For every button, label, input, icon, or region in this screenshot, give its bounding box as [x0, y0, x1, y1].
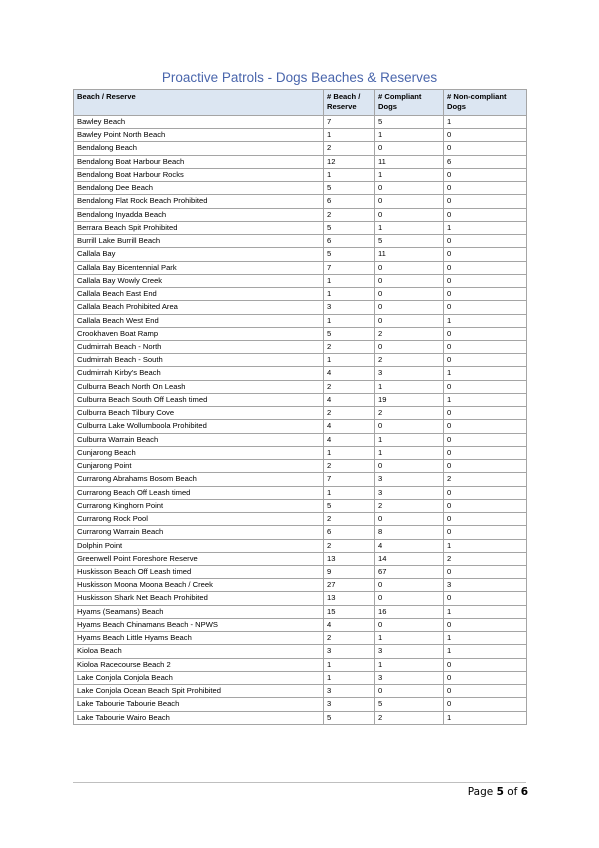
- cell-beach-reserve: Cunjarong Point: [74, 460, 324, 473]
- cell-compliant-dogs: 0: [375, 261, 444, 274]
- cell-beach-count: 1: [324, 129, 375, 142]
- cell-compliant-dogs: 0: [375, 592, 444, 605]
- cell-non-compliant-dogs: 0: [444, 460, 527, 473]
- cell-beach-reserve: Huskisson Beach Off Leash timed: [74, 565, 324, 578]
- cell-compliant-dogs: 0: [375, 618, 444, 631]
- cell-compliant-dogs: 11: [375, 155, 444, 168]
- cell-beach-count: 1: [324, 354, 375, 367]
- cell-beach-reserve: Kioloa Racecourse Beach 2: [74, 658, 324, 671]
- cell-non-compliant-dogs: 2: [444, 473, 527, 486]
- cell-non-compliant-dogs: 1: [444, 645, 527, 658]
- table-row: [74, 221, 527, 234]
- cell-compliant-dogs: 2: [375, 499, 444, 512]
- header-beach-reserve: Beach / Reserve: [74, 90, 324, 116]
- cell-beach-reserve: Lake Conjola Conjola Beach: [74, 671, 324, 684]
- cell-beach-count: 7: [324, 261, 375, 274]
- table-row: [74, 168, 527, 181]
- table-row: [74, 460, 527, 473]
- cell-compliant-dogs: 0: [375, 274, 444, 287]
- cell-beach-count: 4: [324, 367, 375, 380]
- cell-beach-reserve: Bendalong Flat Rock Beach Prohibited: [74, 195, 324, 208]
- table-row: [74, 632, 527, 645]
- table-row: [74, 671, 527, 684]
- table-row: [74, 698, 527, 711]
- cell-beach-count: 2: [324, 340, 375, 353]
- cell-non-compliant-dogs: 2: [444, 552, 527, 565]
- cell-compliant-dogs: 3: [375, 473, 444, 486]
- cell-compliant-dogs: 1: [375, 380, 444, 393]
- cell-beach-reserve: Bawley Beach: [74, 116, 324, 129]
- cell-beach-count: 1: [324, 168, 375, 181]
- cell-compliant-dogs: 1: [375, 168, 444, 181]
- cell-non-compliant-dogs: 0: [444, 420, 527, 433]
- cell-non-compliant-dogs: 1: [444, 367, 527, 380]
- table-row: [74, 261, 527, 274]
- cell-non-compliant-dogs: 0: [444, 446, 527, 459]
- cell-compliant-dogs: 5: [375, 698, 444, 711]
- cell-non-compliant-dogs: 1: [444, 314, 527, 327]
- cell-beach-reserve: Callala Beach West End: [74, 314, 324, 327]
- cell-beach-reserve: Bawley Point North Beach: [74, 129, 324, 142]
- cell-non-compliant-dogs: 0: [444, 618, 527, 631]
- cell-compliant-dogs: 0: [375, 208, 444, 221]
- cell-beach-reserve: Huskisson Shark Net Beach Prohibited: [74, 592, 324, 605]
- cell-compliant-dogs: 3: [375, 671, 444, 684]
- table-row: [74, 407, 527, 420]
- cell-compliant-dogs: 1: [375, 433, 444, 446]
- cell-non-compliant-dogs: 1: [444, 539, 527, 552]
- cell-beach-reserve: Culburra Beach South Off Leash timed: [74, 393, 324, 406]
- table-row: [74, 367, 527, 380]
- cell-beach-count: 1: [324, 671, 375, 684]
- cell-beach-reserve: Currarong Rock Pool: [74, 513, 324, 526]
- table-row: [74, 446, 527, 459]
- page-title: Proactive Patrols - Dogs Beaches & Reserves: [161, 70, 438, 85]
- cell-compliant-dogs: 0: [375, 301, 444, 314]
- cell-beach-count: 13: [324, 552, 375, 565]
- cell-compliant-dogs: 8: [375, 526, 444, 539]
- table-row: [74, 354, 527, 367]
- table-row: [74, 393, 527, 406]
- cell-beach-reserve: Bendalong Boat Harbour Beach: [74, 155, 324, 168]
- table-row: [74, 685, 527, 698]
- table-row: [74, 513, 527, 526]
- cell-non-compliant-dogs: 0: [444, 380, 527, 393]
- table-row: [74, 380, 527, 393]
- cell-beach-reserve: Hyams Beach Little Hyams Beach: [74, 632, 324, 645]
- cell-beach-reserve: Bendalong Beach: [74, 142, 324, 155]
- table-row: [74, 142, 527, 155]
- table-row: [74, 486, 527, 499]
- cell-compliant-dogs: 0: [375, 182, 444, 195]
- cell-beach-count: 5: [324, 248, 375, 261]
- cell-beach-count: 5: [324, 711, 375, 724]
- cell-non-compliant-dogs: 0: [444, 698, 527, 711]
- cell-compliant-dogs: 0: [375, 420, 444, 433]
- table-row: [74, 274, 527, 287]
- cell-non-compliant-dogs: 0: [444, 592, 527, 605]
- table-row: [74, 208, 527, 221]
- cell-non-compliant-dogs: 0: [444, 182, 527, 195]
- table-row: [74, 182, 527, 195]
- cell-beach-count: 27: [324, 579, 375, 592]
- cell-non-compliant-dogs: 0: [444, 274, 527, 287]
- cell-compliant-dogs: 19: [375, 393, 444, 406]
- page-current: 5: [496, 786, 504, 798]
- footer-divider: [73, 782, 526, 783]
- cell-compliant-dogs: 3: [375, 367, 444, 380]
- cell-beach-count: 4: [324, 618, 375, 631]
- cell-beach-reserve: Culburra Beach Tilbury Cove: [74, 407, 324, 420]
- cell-beach-reserve: Berrara Beach Spit Prohibited: [74, 221, 324, 234]
- cell-beach-reserve: Callala Beach East End: [74, 288, 324, 301]
- cell-beach-reserve: Cudmirrah Kirby's Beach: [74, 367, 324, 380]
- cell-beach-count: 3: [324, 301, 375, 314]
- table-row: [74, 195, 527, 208]
- cell-compliant-dogs: 1: [375, 632, 444, 645]
- cell-beach-count: 13: [324, 592, 375, 605]
- cell-compliant-dogs: 0: [375, 288, 444, 301]
- cell-beach-count: 12: [324, 155, 375, 168]
- cell-compliant-dogs: 0: [375, 142, 444, 155]
- cell-non-compliant-dogs: 1: [444, 605, 527, 618]
- cell-non-compliant-dogs: 0: [444, 129, 527, 142]
- cell-compliant-dogs: 0: [375, 579, 444, 592]
- cell-beach-reserve: Kioloa Beach: [74, 645, 324, 658]
- cell-beach-count: 7: [324, 116, 375, 129]
- cell-beach-count: 4: [324, 420, 375, 433]
- cell-beach-reserve: Hyams Beach Chinamans Beach - NPWS: [74, 618, 324, 631]
- table-row: [74, 327, 527, 340]
- cell-compliant-dogs: 5: [375, 116, 444, 129]
- cell-non-compliant-dogs: 0: [444, 486, 527, 499]
- table-row: [74, 420, 527, 433]
- cell-compliant-dogs: 2: [375, 711, 444, 724]
- cell-beach-count: 2: [324, 208, 375, 221]
- cell-non-compliant-dogs: 0: [444, 248, 527, 261]
- cell-compliant-dogs: 1: [375, 446, 444, 459]
- table-row: [74, 473, 527, 486]
- cell-beach-reserve: Lake Tabourie Wairo Beach: [74, 711, 324, 724]
- cell-beach-count: 2: [324, 380, 375, 393]
- cell-beach-reserve: Cudmirrah Beach - North: [74, 340, 324, 353]
- cell-beach-count: 2: [324, 632, 375, 645]
- cell-compliant-dogs: 14: [375, 552, 444, 565]
- cell-non-compliant-dogs: 1: [444, 116, 527, 129]
- cell-beach-reserve: Hyams (Seamans) Beach: [74, 605, 324, 618]
- cell-beach-count: 3: [324, 698, 375, 711]
- table-row: [74, 539, 527, 552]
- table-row: [74, 235, 527, 248]
- cell-beach-reserve: Crookhaven Boat Ramp: [74, 327, 324, 340]
- cell-compliant-dogs: 2: [375, 327, 444, 340]
- cell-compliant-dogs: 0: [375, 685, 444, 698]
- cell-beach-count: 2: [324, 539, 375, 552]
- cell-beach-reserve: Greenwell Point Foreshore Reserve: [74, 552, 324, 565]
- cell-compliant-dogs: 3: [375, 486, 444, 499]
- cell-beach-reserve: Bendalong Dee Beach: [74, 182, 324, 195]
- table-row: [74, 433, 527, 446]
- cell-beach-reserve: Callala Bay: [74, 248, 324, 261]
- table-row: [74, 565, 527, 578]
- cell-compliant-dogs: 16: [375, 605, 444, 618]
- cell-beach-count: 1: [324, 274, 375, 287]
- cell-non-compliant-dogs: 0: [444, 513, 527, 526]
- cell-compliant-dogs: 0: [375, 513, 444, 526]
- cell-non-compliant-dogs: 0: [444, 526, 527, 539]
- cell-non-compliant-dogs: 0: [444, 235, 527, 248]
- cell-compliant-dogs: 67: [375, 565, 444, 578]
- cell-beach-count: 5: [324, 221, 375, 234]
- cell-compliant-dogs: 1: [375, 658, 444, 671]
- cell-beach-reserve: Burrill Lake Burrill Beach: [74, 235, 324, 248]
- cell-beach-reserve: Currarong Kinghorn Point: [74, 499, 324, 512]
- cell-non-compliant-dogs: 1: [444, 393, 527, 406]
- cell-non-compliant-dogs: 0: [444, 168, 527, 181]
- cell-non-compliant-dogs: 0: [444, 327, 527, 340]
- table-row: [74, 711, 527, 724]
- cell-non-compliant-dogs: 0: [444, 301, 527, 314]
- cell-compliant-dogs: 0: [375, 340, 444, 353]
- cell-compliant-dogs: 1: [375, 221, 444, 234]
- table-row: [74, 658, 527, 671]
- cell-beach-count: 2: [324, 142, 375, 155]
- cell-beach-count: 15: [324, 605, 375, 618]
- table-row: [74, 340, 527, 353]
- header-beach-count: # Beach / Reserve: [324, 90, 375, 116]
- cell-beach-reserve: Culburra Beach North On Leash: [74, 380, 324, 393]
- cell-non-compliant-dogs: 0: [444, 340, 527, 353]
- cell-beach-reserve: Currarong Warrain Beach: [74, 526, 324, 539]
- cell-non-compliant-dogs: 0: [444, 195, 527, 208]
- cell-beach-reserve: Culburra Warrain Beach: [74, 433, 324, 446]
- cell-beach-reserve: Dolphin Point: [74, 539, 324, 552]
- cell-beach-count: 7: [324, 473, 375, 486]
- table-row: [74, 526, 527, 539]
- cell-non-compliant-dogs: 0: [444, 685, 527, 698]
- table-row: [74, 499, 527, 512]
- cell-beach-count: 1: [324, 658, 375, 671]
- table-row: [74, 301, 527, 314]
- cell-beach-count: 5: [324, 499, 375, 512]
- cell-compliant-dogs: 4: [375, 539, 444, 552]
- cell-beach-count: 9: [324, 565, 375, 578]
- cell-non-compliant-dogs: 0: [444, 407, 527, 420]
- cell-beach-reserve: Cunjarong Beach: [74, 446, 324, 459]
- cell-beach-reserve: Cudmirrah Beach - South: [74, 354, 324, 367]
- table-row: [74, 592, 527, 605]
- cell-non-compliant-dogs: 0: [444, 354, 527, 367]
- table-row: [74, 288, 527, 301]
- cell-non-compliant-dogs: 0: [444, 261, 527, 274]
- cell-beach-count: 1: [324, 314, 375, 327]
- cell-beach-reserve: Bendalong Inyadda Beach: [74, 208, 324, 221]
- cell-beach-reserve: Lake Conjola Ocean Beach Spit Prohibited: [74, 685, 324, 698]
- cell-beach-reserve: Bendalong Boat Harbour Rocks: [74, 168, 324, 181]
- cell-compliant-dogs: 0: [375, 460, 444, 473]
- cell-non-compliant-dogs: 0: [444, 658, 527, 671]
- cell-non-compliant-dogs: 3: [444, 579, 527, 592]
- cell-beach-count: 4: [324, 393, 375, 406]
- cell-beach-reserve: Currarong Beach Off Leash timed: [74, 486, 324, 499]
- cell-non-compliant-dogs: 1: [444, 221, 527, 234]
- cell-non-compliant-dogs: 0: [444, 433, 527, 446]
- table-body: [74, 116, 527, 725]
- cell-compliant-dogs: 1: [375, 129, 444, 142]
- cell-compliant-dogs: 11: [375, 248, 444, 261]
- header-compliant-dogs: # Compliant Dogs: [375, 90, 444, 116]
- cell-non-compliant-dogs: 0: [444, 499, 527, 512]
- table-row: [74, 155, 527, 168]
- cell-beach-count: 3: [324, 645, 375, 658]
- cell-beach-reserve: Currarong Abrahams Bosom Beach: [74, 473, 324, 486]
- table-row: [74, 645, 527, 658]
- table-row: [74, 605, 527, 618]
- cell-beach-count: 2: [324, 407, 375, 420]
- cell-beach-count: 5: [324, 182, 375, 195]
- header-non-compliant-dogs: # Non-compliant Dogs: [444, 90, 527, 116]
- cell-beach-reserve: Culburra Lake Wollumboola Prohibited: [74, 420, 324, 433]
- table-row: [74, 129, 527, 142]
- cell-compliant-dogs: 0: [375, 195, 444, 208]
- cell-compliant-dogs: 0: [375, 314, 444, 327]
- cell-beach-count: 1: [324, 288, 375, 301]
- cell-non-compliant-dogs: 1: [444, 711, 527, 724]
- table-row: [74, 579, 527, 592]
- cell-beach-count: 1: [324, 446, 375, 459]
- cell-beach-count: 5: [324, 327, 375, 340]
- page-number: [468, 786, 528, 798]
- cell-beach-reserve: Huskisson Moona Moona Beach / Creek: [74, 579, 324, 592]
- cell-non-compliant-dogs: 0: [444, 142, 527, 155]
- cell-beach-count: 2: [324, 460, 375, 473]
- cell-non-compliant-dogs: 0: [444, 565, 527, 578]
- cell-beach-count: 6: [324, 526, 375, 539]
- cell-non-compliant-dogs: 0: [444, 671, 527, 684]
- cell-beach-count: 4: [324, 433, 375, 446]
- cell-non-compliant-dogs: 0: [444, 208, 527, 221]
- table-row: [74, 248, 527, 261]
- patrols-table: [73, 89, 527, 725]
- cell-compliant-dogs: 3: [375, 645, 444, 658]
- cell-non-compliant-dogs: 1: [444, 632, 527, 645]
- table-row: [74, 618, 527, 631]
- cell-compliant-dogs: 2: [375, 407, 444, 420]
- cell-beach-count: 1: [324, 486, 375, 499]
- page-total: 6: [520, 786, 528, 798]
- cell-beach-reserve: Callala Bay Wowly Creek: [74, 274, 324, 287]
- cell-beach-count: 6: [324, 235, 375, 248]
- cell-beach-count: 6: [324, 195, 375, 208]
- cell-non-compliant-dogs: 6: [444, 155, 527, 168]
- table-row: [74, 314, 527, 327]
- cell-beach-count: 3: [324, 685, 375, 698]
- table-row: [74, 116, 527, 129]
- of-word: of: [507, 786, 518, 798]
- cell-beach-reserve: Lake Tabourie Tabourie Beach: [74, 698, 324, 711]
- cell-beach-count: 2: [324, 513, 375, 526]
- cell-compliant-dogs: 5: [375, 235, 444, 248]
- cell-beach-reserve: Callala Bay Bicentennial Park: [74, 261, 324, 274]
- cell-beach-reserve: Callala Beach Prohibited Area: [74, 301, 324, 314]
- table-header-row: [74, 90, 527, 116]
- cell-compliant-dogs: 2: [375, 354, 444, 367]
- table-row: [74, 552, 527, 565]
- page-word: Page: [467, 786, 494, 798]
- cell-non-compliant-dogs: 0: [444, 288, 527, 301]
